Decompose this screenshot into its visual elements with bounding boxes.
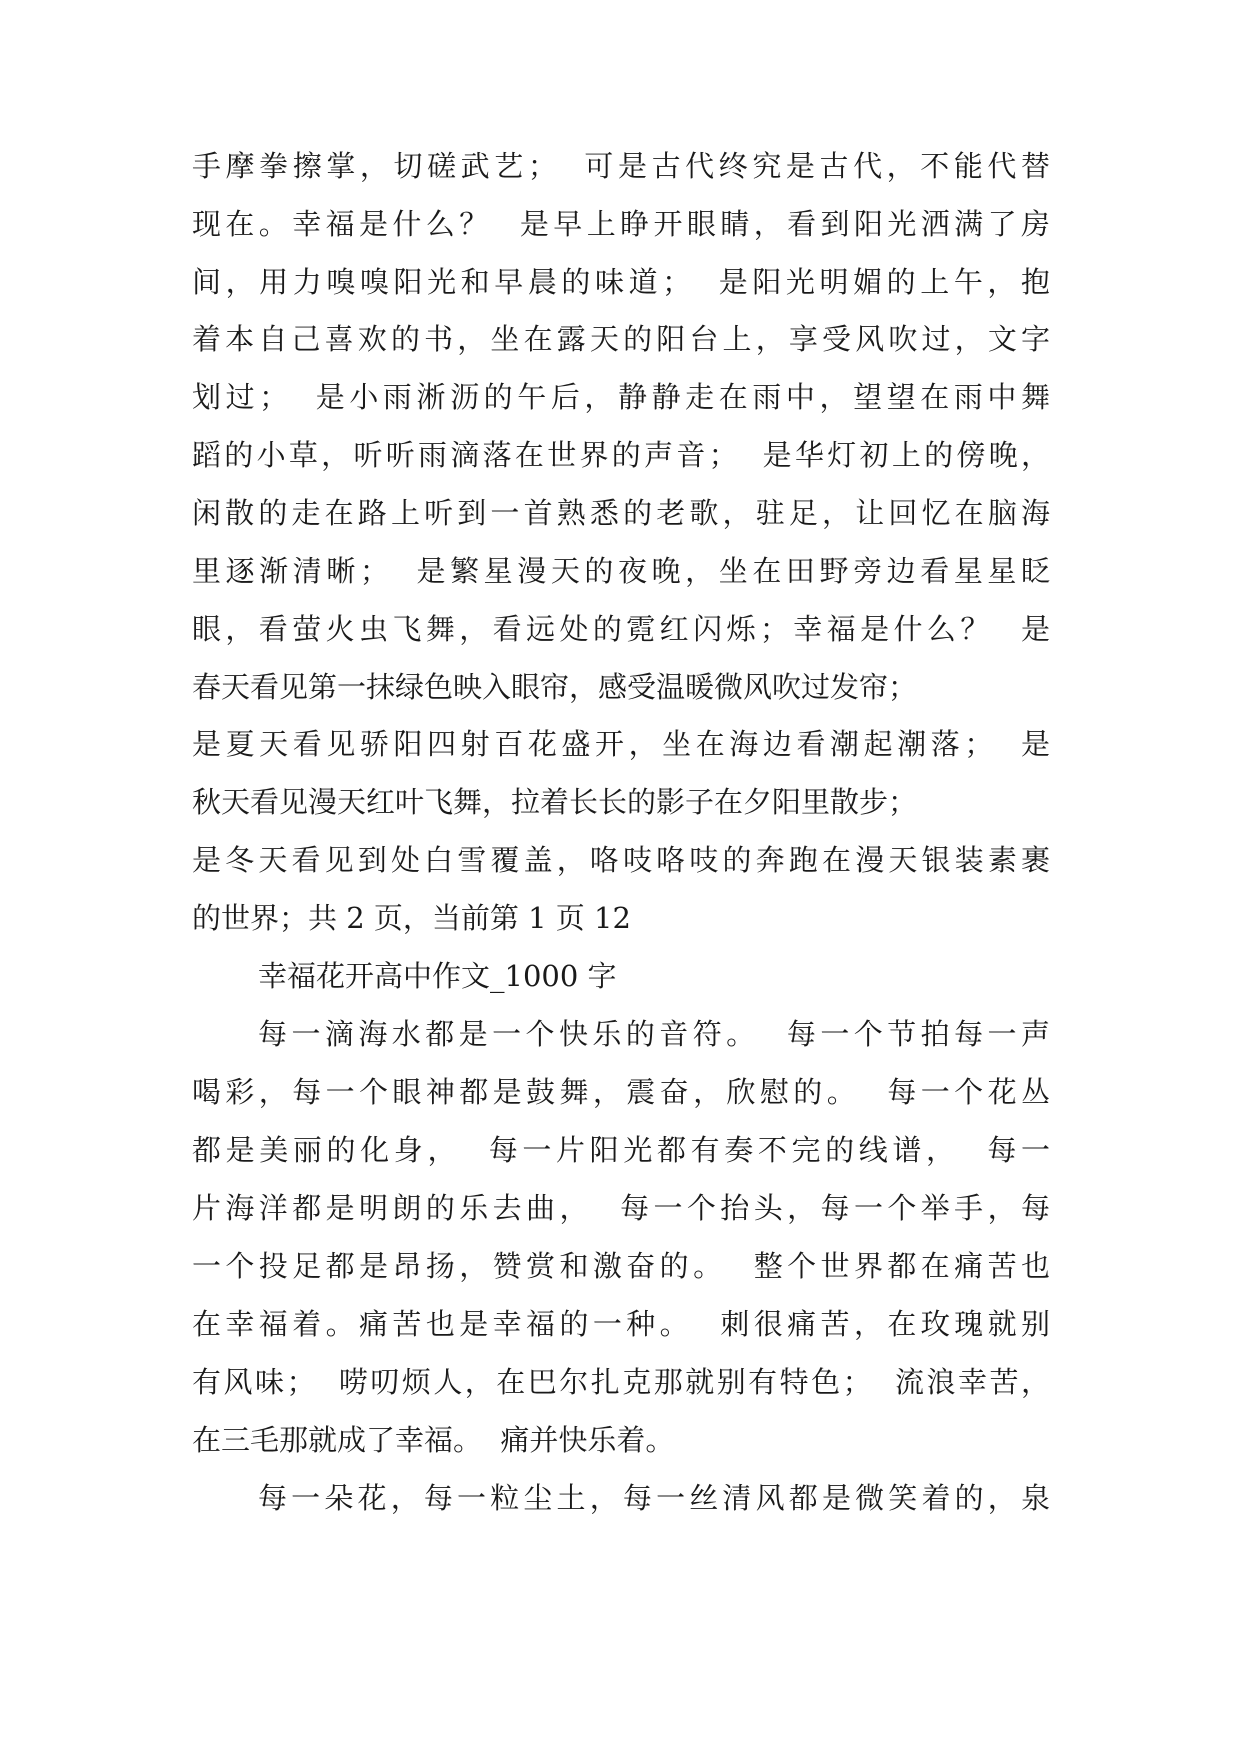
text-line: 是夏天看见骄阳四射百花盛开，坐在海边看潮起潮落； 是	[192, 727, 1050, 761]
text-line: 间，用力嗅嗅阳光和早晨的味道； 是阳光明媚的上午，抱	[192, 265, 1050, 299]
text-line: 蹈的小草，听听雨滴落在世界的声音； 是华灯初上的傍晚，	[192, 438, 1050, 472]
page-indicator-line: 的世界；共 2 页，当前第 1 页 12	[192, 901, 631, 935]
article-title: 幸福花开高中作文_1000 字	[258, 959, 617, 993]
text-line: 每一滴海水都是一个快乐的音符。 每一个节拍每一声	[258, 1017, 1050, 1051]
text-line: 一个投足都是昂扬，赞赏和激奋的。 整个世界都在痛苦也	[192, 1249, 1050, 1283]
text-line: 有风味； 唠叨烦人，在巴尔扎克那就别有特色； 流浪幸苦，	[192, 1365, 1050, 1399]
text-line: 手摩拳擦掌，切磋武艺； 可是古代终究是古代，不能代替	[192, 149, 1050, 183]
text-line: 现在。幸福是什么？ 是早上睁开眼睛，看到阳光洒满了房	[192, 207, 1050, 241]
text-line: 喝彩，每一个眼神都是鼓舞，震奋，欣慰的。 每一个花丛	[192, 1075, 1050, 1109]
text-line: 在三毛那就成了幸福。 痛并快乐着。	[192, 1423, 675, 1457]
text-line: 是冬天看见到处白雪覆盖，咯吱咯吱的奔跑在漫天银装素裹	[192, 843, 1050, 877]
text-line: 片海洋都是明朗的乐去曲， 每一个抬头，每一个举手，每	[192, 1191, 1050, 1225]
text-line: 春天看见第一抹绿色映入眼帘，感受温暖微风吹过发帘；	[192, 670, 918, 704]
text-line: 划过； 是小雨淅沥的午后，静静走在雨中，望望在雨中舞	[192, 380, 1050, 414]
text-line: 秋天看见漫天红叶飞舞，拉着长长的影子在夕阳里散步；	[192, 785, 918, 819]
text-line: 着本自己喜欢的书，坐在露天的阳台上，享受风吹过，文字	[192, 322, 1050, 356]
text-line: 在幸福着。痛苦也是幸福的一种。 刺很痛苦，在玫瑰就别	[192, 1307, 1050, 1341]
text-line: 里逐渐清晰； 是繁星漫天的夜晚，坐在田野旁边看星星眨	[192, 554, 1050, 588]
text-line: 闲散的走在路上听到一首熟悉的老歌，驻足，让回忆在脑海	[192, 496, 1050, 530]
text-line: 每一朵花，每一粒尘土，每一丝清风都是微笑着的，泉	[258, 1481, 1050, 1515]
text-line: 都是美丽的化身， 每一片阳光都有奏不完的线谱， 每一	[192, 1133, 1050, 1167]
text-line: 眼，看萤火虫飞舞，看远处的霓红闪烁；幸福是什么？ 是	[192, 612, 1050, 646]
